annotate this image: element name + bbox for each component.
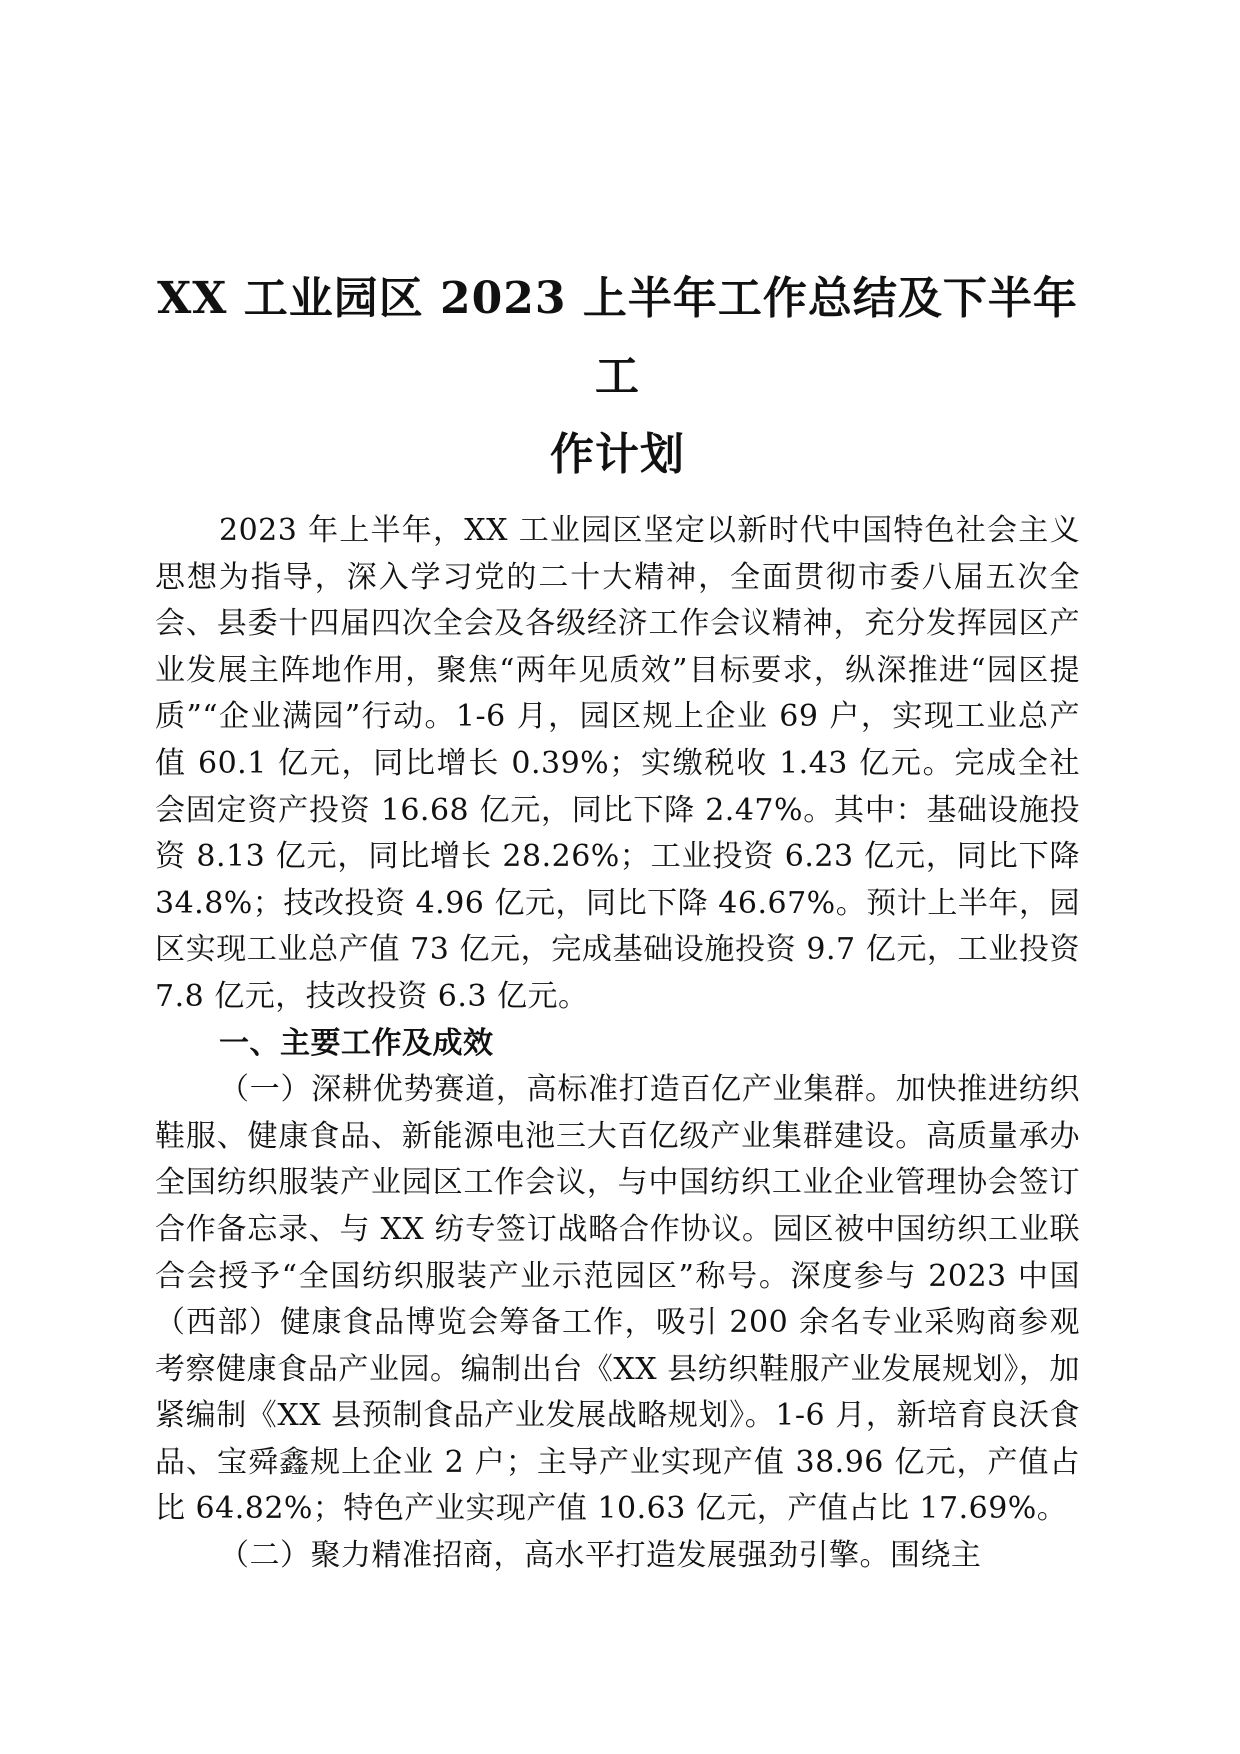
section-paragraph-1: （一）深耕优势赛道，高标准打造百亿产业集群。加快推进纺织鞋服、健康食品、新能源电池三大百亿级产业集群建设。高质量承办全国纺织服装产业园区工作会议，与中国纺织工业企业管理协会签订合作备忘录、与 XX 纺专签订战略合作协议。园区被中国纺织工业联合会授予“全国纺织服装产业示范园区”称号。深度参与 2023 中国（西部）健康食品博览会筹备工作，吸引 200 余名专业采购商参观考察健康食品产业园。编制出台《XX 县纺织鞋服产业发展规划》，加紧编制《XX 县预制食品产业发展战略规划》。1-6 月，新培育良沃食品、宝舜鑫规上企业 2 户；主导产业实现产值 38.96 亿元，产值占比 64.82%；特色产业实现产值 10.63 亿元，产值占比 17.69%。 — [155, 1072, 1080, 1527]
section-heading: 一、主要工作及成效 — [219, 1025, 494, 1061]
title-line-1: XX 工业园区 2023 上半年工作总结及下半年工 — [157, 273, 1078, 402]
document-title — [155, 260, 1080, 494]
document-body — [155, 508, 1080, 1580]
title-line-2: 作计划 — [550, 429, 685, 480]
section-paragraph-2: （二）聚力精准招商，高水平打造发展强劲引擎。围绕主 — [219, 1538, 982, 1574]
intro-paragraph: 2023 年上半年，XX 工业园区坚定以新时代中国特色社会主义思想为指导，深入学习党的二十大精神，全面贯彻市委八届五次全会、县委十四届四次全会及各级经济工作会议精神，充分发挥园区产业发展主阵地作用，聚焦“两年见质效”目标要求，纵深推进“园区提质”“企业满园”行动。1-6 月，园区规上企业 69 户，实现工业总产值 60.1 亿元，同比增长 0.39%；实缴税收 1.43 亿元。完成全社会固定资产投资 16.68 亿元，同比下降 2.47%。其中：基础设施投资 8.13 亿元，同比增长 28.26%；工业投资 6.23 亿元，同比下降 34.8%；技改投资 4.96 亿元，同比下降 46.67%。预计上半年，园区实现工业总产值 73 亿元，完成基础设施投资 9.7 亿元，工业投资 7.8 亿元，技改投资 6.3 亿元。 — [155, 513, 1080, 1014]
